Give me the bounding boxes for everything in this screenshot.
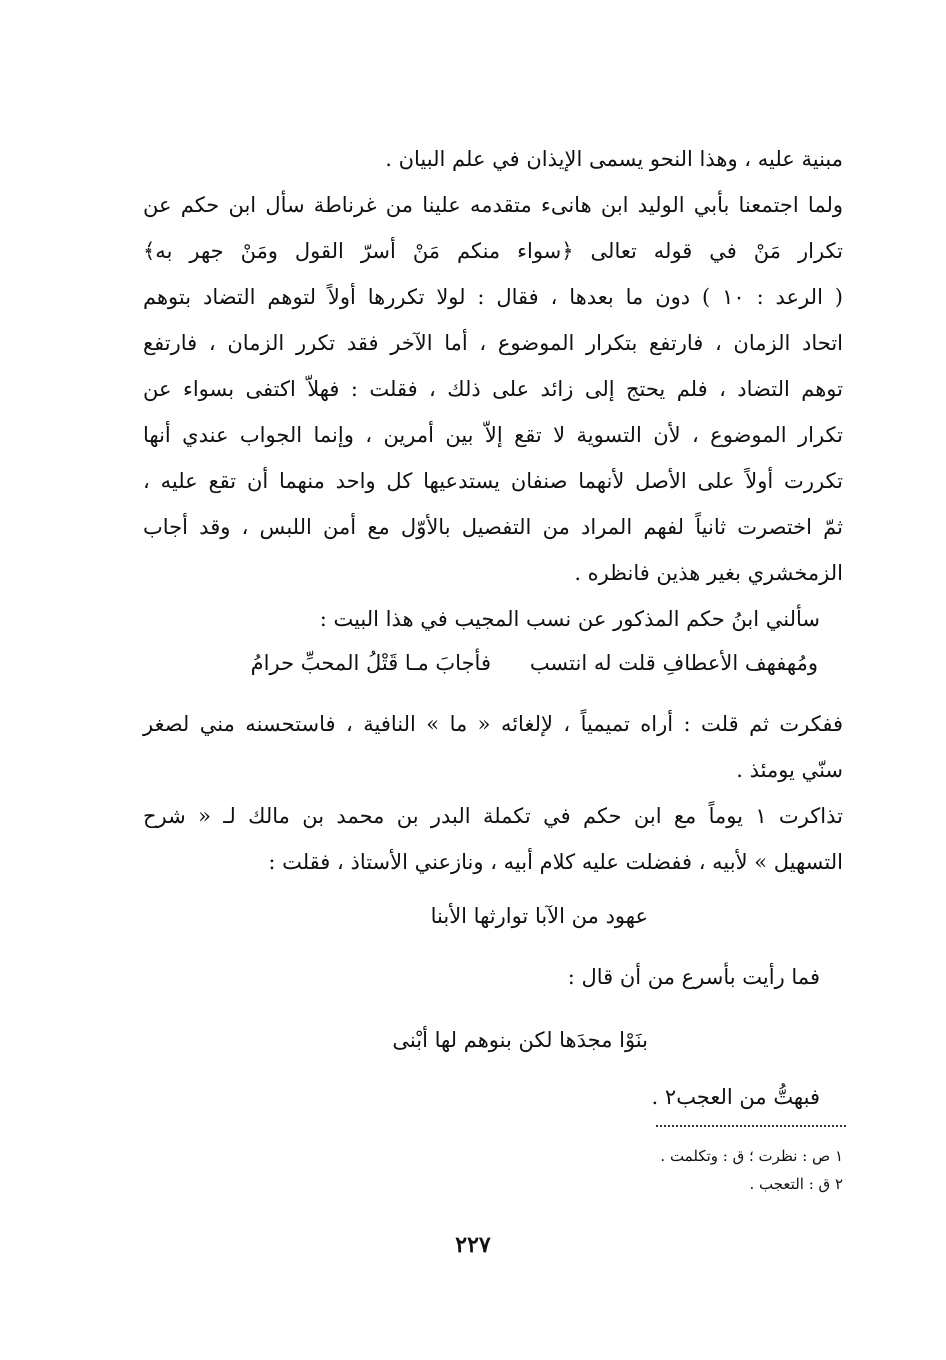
text-line: تكررت أولاً على الأصل لأنهما صنفان يستدعيها كل واحد منهما أن تقع عليه ،: [143, 469, 843, 493]
text-line: التسهيل » لأبيه ، ففضلت عليه كلام أبيه ، ونازعني الأستاذ ، فقلت :: [268, 850, 843, 874]
text-line: سألني ابنُ حكم المذكور عن نسب المجيب في هذا البيت :: [319, 607, 820, 631]
footnote: ١ ص : نظرت ؛ ق : وتكلمت .: [660, 1147, 843, 1165]
text-line: تذاكرت ١ يوماً مع ابن حكم في تكملة البدر بن محمد بن مالك لـ « شرح: [143, 804, 843, 828]
text-line: سنّي يومئذ .: [736, 758, 843, 782]
page-number: ٢٢٧: [455, 1232, 491, 1258]
text-line: فبهتُّ من العجب٢ .: [651, 1085, 820, 1109]
text-line: فما رأيت بأسرع من أن قال :: [567, 965, 820, 989]
text-line: توهم التضاد ، فلم يحتج إلى زائد على ذلك ، فقلت : فهلاّ اكتفى بسواء عن: [143, 377, 843, 401]
verse-second-hemistich: فأجابَ مـا قَتْلُ المحبِّ حرامُ: [250, 651, 491, 675]
text-line: تكرار مَنْ في قوله تعالى ﴿سواء منكم مَنْ أسرّ القول ومَنْ جهر به﴾: [143, 239, 843, 263]
verse-line: عهود من الآبا توارثها الأبنا: [430, 904, 648, 928]
footnote: ٢ ق : التعجب .: [749, 1175, 843, 1193]
text-line: ( الرعد : ١٠ ) دون ما بعدها ، فقال : لولا تكررها أولاً لتوهم التضاد بتوهم: [143, 285, 843, 309]
verse-line: بنَوْا مجدَها لكن بنوهم لها أبْنى: [392, 1028, 648, 1052]
text-line: تكرار الموضوع ، لأن التسوية لا تقع إلاّ بين أمرين ، وإنما الجواب عندي أنها: [143, 423, 843, 447]
text-line: ولما اجتمعنا بأبي الوليد ابن هانىء متقدمه علينا من غرناطة سأل ابن حكم عن: [143, 193, 843, 217]
text-line: ففكرت ثم قلت : أراه تميمياً ، لإلغائه « ما » النافية ، فاستحسنه مني لصغر: [143, 712, 843, 736]
text-line: الزمخشري بغير هذين فانظره .: [574, 561, 843, 585]
verse-first-hemistich: ومُهفهف الأعطافِ قلت له انتسب: [529, 651, 818, 675]
text-line: ثمّ اختصرت ثانياً لفهم المراد من التفصيل بالأوّل مع أمن اللبس ، وقد أجاب: [143, 515, 843, 539]
text-line: اتحاد الزمان ، فارتفع بتكرار الموضوع ، أما الآخر فقد تكرر الزمان ، فارتفع: [143, 331, 843, 355]
text-line: مبنية عليه ، وهذا النحو يسمى الإيذان في علم البيان .: [385, 147, 843, 171]
footnote-separator: [656, 1125, 846, 1127]
